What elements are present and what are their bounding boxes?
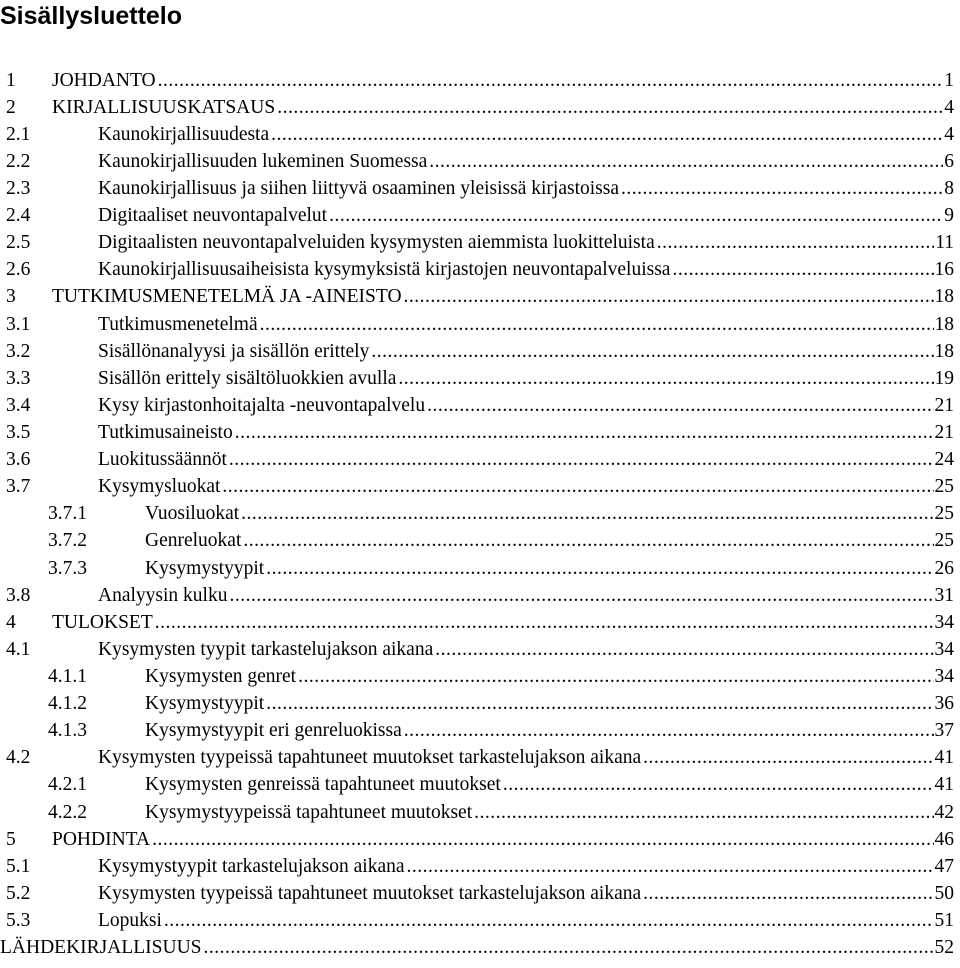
toc-entry-number: 3.7 [6,476,31,498]
toc-entry-page: 18 [934,313,954,335]
toc-entry-label: POHDINTA [52,828,151,850]
toc-entry-number: 3.7.1 [48,503,87,525]
toc-entry-page: 21 [934,394,954,416]
toc-entry-line [52,97,954,119]
toc-entry-label: KIRJALLISUUSKATSAUS [52,96,276,118]
toc-entry-page: 34 [934,611,954,633]
toc-entry-label: Kaunokirjallisuusaiheisista kysymyksistä kirjastojen neuvontapalveluissa [98,259,671,281]
toc-entry-label: Kysymystyypit eri genreluokissa [145,720,402,742]
dot-leader [222,476,933,498]
toc-entry[interactable] [0,257,954,284]
toc-entry-page: 52 [934,937,954,959]
toc-entry-line [98,449,954,471]
toc-entry-page: 51 [934,909,954,931]
dot-leader [398,368,933,390]
dot-leader [266,693,933,715]
toc-entry-page: 31 [934,584,954,606]
toc-entry-label: Kaunokirjallisuuden lukeminen Suomessa [98,150,428,172]
toc-entry-label: LÄHDEKIRJALLISUUS [0,937,202,959]
dot-leader [621,178,943,200]
toc-entry-number: 2.4 [6,205,31,227]
toc-entry[interactable] [0,392,954,419]
toc-entry-number: 4.1.1 [48,665,87,687]
dot-leader [158,70,944,92]
toc-entry-page: 11 [935,232,954,254]
toc-entry-page: 34 [934,638,954,660]
toc-entry[interactable] [0,528,954,555]
toc-entry[interactable] [0,419,954,446]
toc-entry-page: 8 [944,177,954,199]
dot-leader [298,666,933,688]
toc-entry-number: 3 [6,286,16,308]
toc-entry[interactable] [0,935,954,962]
dot-leader [404,286,934,308]
dot-leader [672,259,933,281]
dot-leader [229,449,934,471]
dot-leader [427,395,933,417]
dot-leader [204,937,934,959]
dot-leader [657,232,934,254]
toc-entry-label: Kysymystyypit tarkastelujakson aikana [98,855,405,877]
toc-entry-label: Kysymysten tyypeissä tapahtuneet muutokset tarkastelujakson aikana [98,882,642,904]
toc-entry-line [98,747,954,769]
toc-entry[interactable] [0,880,954,907]
toc-entry-line [52,612,954,634]
toc-entry-line [98,341,954,363]
toc-entry-label: Vuosiluokat [145,503,240,525]
toc-entry[interactable] [0,691,954,718]
dot-leader [371,341,933,363]
toc-entry-line [98,314,954,336]
dot-leader [152,829,933,851]
toc-entry[interactable] [0,853,954,880]
dot-leader [404,720,934,742]
toc-entry-line [98,639,954,661]
toc-entry-page: 46 [934,828,954,850]
toc-entry-line [98,151,954,173]
toc-entry-page: 42 [934,801,954,823]
toc-entry-line [145,774,954,796]
toc-entry-number: 3.6 [6,449,31,471]
toc-entry-label: Kaunokirjallisuus ja siihen liittyvä osaaminen yleisissä kirjastoissa [98,177,620,199]
toc-entry-number: 4.2.2 [48,801,87,823]
dot-leader [435,639,933,661]
toc-entry[interactable] [0,230,954,257]
toc-entry-number: 4.1.3 [48,720,87,742]
toc-entry-page: 9 [944,205,954,227]
toc-entry[interactable] [0,718,954,745]
toc-entry-line [145,558,954,580]
toc-entry-label: Kysymysten tyypit tarkastelujakson aikana [98,638,434,660]
toc-entry-line [145,503,954,525]
toc-entry[interactable] [0,175,954,202]
toc-entry[interactable] [0,121,954,148]
toc-entry-label: Kysymystyypit [145,693,265,715]
dot-leader [277,97,943,119]
toc-entry-page: 21 [934,421,954,443]
toc-entry-label: Kysymysten tyypeissä tapahtuneet muutokset tarkastelujakson aikana [98,747,642,769]
toc-entry-number: 3.7.2 [48,530,87,552]
toc-entry-line [145,666,954,688]
toc-entry[interactable] [0,745,954,772]
toc-entry-label: Digitaalisten neuvontapalveluiden kysymysten aiemmista luokitteluista [98,232,655,254]
toc-entry[interactable] [0,907,954,934]
toc-entry[interactable] [0,284,954,311]
dot-leader [474,802,933,824]
toc-entry-line [98,178,954,200]
toc-entry-label: Kysymystyypit [145,557,265,579]
toc-entry[interactable] [0,203,954,230]
dot-leader [407,856,934,878]
toc-entry-line [98,585,954,607]
toc-entry-number: 2.5 [6,232,31,254]
toc-entry-line [98,395,954,417]
dot-leader [229,585,933,607]
toc-entry-label: JOHDANTO [52,69,156,91]
toc-entry[interactable] [0,555,954,582]
toc-entry-number: 3.2 [6,340,31,362]
toc-entry-line [52,829,954,851]
toc-entry-line [98,883,954,905]
toc-entry[interactable] [0,311,954,338]
toc-entry-page: 24 [934,449,954,471]
toc-entry-line [98,259,954,281]
toc-entry-page: 19 [934,367,954,389]
toc-entry-page: 6 [944,150,954,172]
dot-leader [329,205,943,227]
toc-entry[interactable] [0,67,954,94]
dot-leader [164,910,934,932]
dot-leader [643,747,933,769]
toc-entry-page: 36 [934,693,954,715]
dot-leader [266,558,933,580]
toc-entry-label: TUTKIMUSMENETELMÄ JA -AINEISTO [52,286,402,308]
toc-entry-label: Kysymysten genreissä tapahtuneet muutokset [145,774,501,796]
toc-entry[interactable] [0,474,954,501]
toc-entry-line [98,476,954,498]
toc-list [0,67,954,962]
toc-entry-line [145,693,954,715]
toc-entry-number: 3.5 [6,421,31,443]
toc-entry-page: 18 [934,340,954,362]
toc-entry-number: 4.1.2 [48,693,87,715]
toc-entry[interactable] [0,582,954,609]
toc-entry-page: 34 [934,665,954,687]
toc-entry-label: Digitaaliset neuvontapalvelut [98,205,328,227]
toc-entry-line [52,70,954,92]
toc-entry-number: 2.2 [6,150,31,172]
toc-entry-page: 41 [934,747,954,769]
toc-entry[interactable] [0,501,954,528]
toc-entry-page: 50 [934,882,954,904]
toc-entry-label: Analyysin kulku [98,584,228,606]
toc-entry-label: Kaunokirjallisuudesta [98,123,270,145]
toc-entry-label: Tutkimusmenetelmä [98,313,258,335]
dot-leader [243,530,933,552]
toc-entry-line [98,856,954,878]
toc-entry-page: 37 [934,720,954,742]
toc-entry-line [145,720,954,742]
toc-entry-page: 25 [934,476,954,498]
toc-entry-page: 4 [944,96,954,118]
toc-entry-number: 3.4 [6,394,31,416]
toc-entry-label: Luokitussäännöt [98,449,227,471]
dot-leader [155,612,934,634]
toc-entry[interactable] [0,799,954,826]
page-title: Sisällysluettelo [0,2,183,30]
toc-entry-line [98,910,954,932]
toc-entry[interactable] [0,148,954,175]
toc-entry[interactable] [0,338,954,365]
toc-entry-line [98,124,954,146]
toc-entry-number: 1 [6,69,16,91]
toc-entry-number: 4.2 [6,747,31,769]
toc-entry-page: 16 [934,259,954,281]
dot-leader [235,422,934,444]
toc-entry-line [0,937,954,959]
toc-entry-page: 41 [934,774,954,796]
toc-entry-label: Sisällön erittely sisältöluokkien avulla [98,367,397,389]
toc-entry-line [98,368,954,390]
toc-entry-number: 4.2.1 [48,774,87,796]
toc-entry-number: 3.7.3 [48,557,87,579]
toc-entry-number: 5.1 [6,855,31,877]
toc-entry-line [145,530,954,552]
toc-entry-line [98,422,954,444]
toc-entry-label: Kysymysluokat [98,476,221,498]
toc-entry-number: 3.1 [6,313,31,335]
toc-entry-line [98,205,954,227]
toc-entry-page: 25 [934,503,954,525]
toc-entry[interactable] [0,365,954,392]
dot-leader [271,124,943,146]
toc-entry-number: 3.3 [6,367,31,389]
toc-entry-line [52,286,954,308]
toc-entry-number: 5.3 [6,909,31,931]
toc-entry-page: 4 [944,123,954,145]
dot-leader [503,774,934,796]
toc-entry-label: Kysymysten genret [145,665,297,687]
toc-entry-label: Lopuksi [98,909,162,931]
toc-entry[interactable] [0,94,954,121]
dot-leader [643,883,933,905]
toc-entry-label: Sisällönanalyysi ja sisällön erittely [98,340,370,362]
toc-entry-line [98,232,954,254]
dot-leader [429,151,943,173]
toc-entry-page: 1 [944,69,954,91]
toc-entry-number: 2.3 [6,177,31,199]
toc-entry-number: 5 [6,828,16,850]
toc-entry-number: 2.6 [6,259,31,281]
toc-entry[interactable] [0,447,954,474]
toc-entry[interactable] [0,609,954,636]
dot-leader [241,503,933,525]
toc-entry-number: 4.1 [6,638,31,660]
toc-entry[interactable] [0,636,954,663]
toc-entry[interactable] [0,663,954,690]
toc-entry-page: 47 [934,855,954,877]
toc-entry-label: Genreluokat [145,530,242,552]
toc-entry-page: 26 [934,557,954,579]
toc-entry-label: Tutkimusaineisto [98,421,233,443]
toc-entry[interactable] [0,772,954,799]
toc-entry-line [145,802,954,824]
toc-entry-number: 5.2 [6,882,31,904]
toc-entry-label: TULOKSET [52,611,153,633]
toc-entry-label: Kysymystyypeissä tapahtuneet muutokset [145,801,473,823]
toc-entry-page: 25 [934,530,954,552]
toc-entry-number: 4 [6,611,16,633]
toc-entry[interactable] [0,826,954,853]
toc-entry-number: 2.1 [6,123,31,145]
toc-entry-number: 2 [6,96,16,118]
toc-entry-number: 3.8 [6,584,31,606]
toc-entry-page: 18 [934,286,954,308]
dot-leader [260,314,934,336]
toc-entry-label: Kysy kirjastonhoitajalta -neuvontapalvelu [98,394,426,416]
